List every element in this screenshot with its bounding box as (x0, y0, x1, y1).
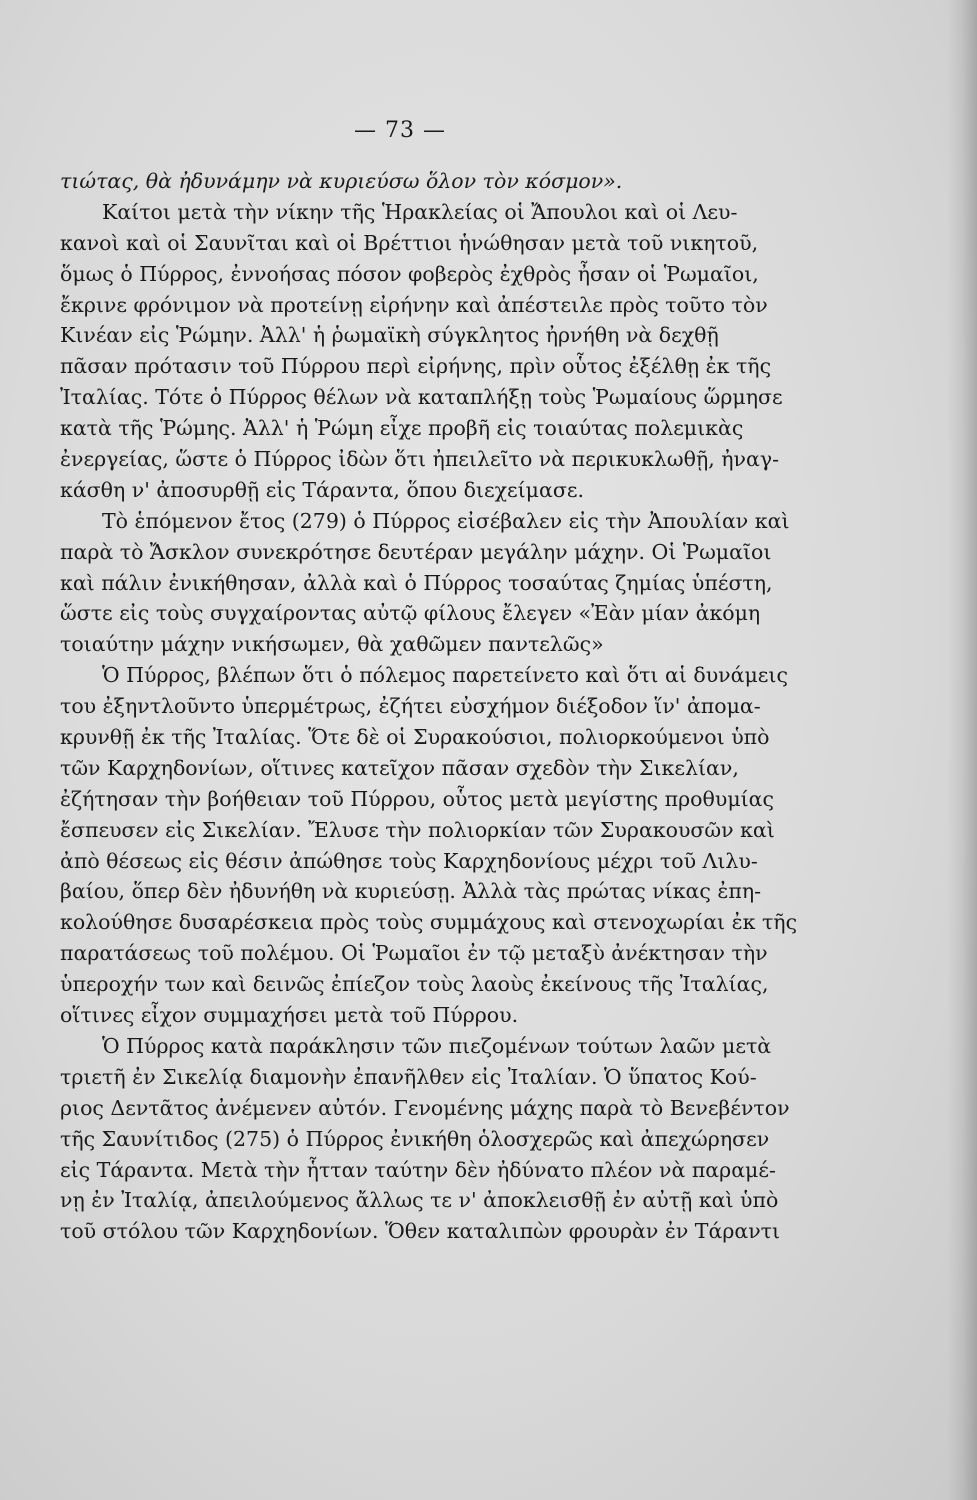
body-text (60, 166, 798, 1247)
text-line: ἀπὸ θέσεως εἰς θέσιν ἀπώθησε τοὺς Καρχηδονίους μέχρι τοῦ Λιλυ- (60, 848, 758, 873)
text-line: Ὁ Πύρρος κατὰ παράκλησιν τῶν πιεζομένων τούτων λαῶν μετὰ (102, 1033, 772, 1058)
text-line: ἔσπευσεν εἰς Σικελίαν. Ἔλυσε τὴν πολιορκίαν τῶν Συρακουσῶν καὶ (60, 817, 775, 842)
text-line: τιώτας, θὰ ἠδυνάμην νὰ κυριεύσω ὅλον τὸν κόσμον». (60, 169, 623, 193)
text-line: πᾶσαν πρότασιν τοῦ Πύρρου περὶ εἰρήνης, πρὶν οὗτος ἐξέλθῃ ἐκ τῆς (60, 354, 772, 379)
text-line: ὅμως ὁ Πύρρος, ἐννοήσας πόσον φοβερὸς ἐχθρὸς ἦσαν οἱ Ῥωμαῖοι, (60, 261, 759, 286)
text-line: ἐνεργείας, ὥστε ὁ Πύρρος ἰδὼν ὅτι ἠπειλεῖτο νὰ περικυκλωθῇ, ἠναγ- (60, 447, 780, 472)
text-line: κανοὶ καὶ οἱ Σαυνῖται καὶ οἱ Βρέττιοι ἡνώθησαν μετὰ τοῦ νικητοῦ, (60, 230, 759, 255)
text-line: οἵτινες εἶχον συμμαχήσει μετὰ τοῦ Πύρρου. (60, 1003, 519, 1028)
text-line: ὑπεροχήν των καὶ δεινῶς ἐπίεζον τοὺς λαοὺς ἐκείνους τῆς Ἰταλίας, (60, 972, 769, 997)
text-line: τοῦ στόλου τῶν Καρχηδονίων. Ὅθεν καταλιπὼν φρουρὰν ἐν Τάραντι (60, 1219, 781, 1244)
text-line: ἐζήτησαν τὴν βοήθειαν τοῦ Πύρρου, οὗτος μετὰ μεγίστης προθυμίας (60, 786, 775, 811)
text-line: Κινέαν εἰς Ῥώμην. Ἀλλ' ἡ ῥωμαϊκὴ σύγκλητος ἠρνήθη νὰ δεχθῇ (60, 323, 719, 348)
text-line: Καίτοι μετὰ τὴν νίκην τῆς Ἡρακλείας οἱ Ἄπουλοι καὶ οἱ Λευ- (102, 199, 738, 224)
text-line: Ἰταλίας. Τότε ὁ Πύρρος θέλων νὰ καταπλήξῃ τοὺς Ῥωμαίους ὥρμησε (60, 385, 783, 410)
text-line: ὥστε εἰς τοὺς συγχαίροντας αὐτῷ φίλους ἔλεγεν «Ἐὰν μίαν ἀκόμη (60, 601, 761, 626)
text-line: Ὁ Πύρρος, βλέπων ὅτι ὁ πόλεμος παρετείνετο καὶ ὅτι αἱ δυνάμεις (102, 663, 788, 688)
text-line: ἔκρινε φρόνιμον νὰ προτείνῃ εἰρήνην καὶ ἀπέστειλε πρὸς τοῦτο τὸν (60, 292, 768, 317)
text-line: εἰς Τάραντα. Μετὰ τὴν ἧτταν ταύτην δὲν ἠδύνατο πλέον νὰ παραμέ- (60, 1157, 776, 1182)
text-line: κάσθη ν' ἀποσυρθῇ εἰς Τάραντα, ὅπου διεχείμασε. (60, 477, 584, 502)
text-line: νῃ ἐν Ἰταλίᾳ, ἀπειλούμενος ἄλλως τε ν' ἀποκλεισθῇ ἐν αὐτῇ καὶ ὑπὸ (60, 1188, 779, 1213)
text-line: καὶ πάλιν ἐνικήθησαν, ἀλλὰ καὶ ὁ Πύρρος τοσαύτας ζημίας ὑπέστη, (60, 570, 773, 595)
text-line: βαίου, ὅπερ δὲν ἠδυνήθη νὰ κυριεύσῃ. Ἀλλὰ τὰς πρώτας νίκας ἐπη- (60, 879, 762, 904)
text-line: παρὰ τὸ Ἄσκλον συνεκρότησε δευτέραν μεγάλην μάχην. Οἱ Ῥωμαῖοι (60, 539, 772, 564)
text-line: τριετῆ ἐν Σικελίᾳ διαμονὴν ἐπανῆλθεν εἰς Ἰταλίαν. Ὁ ὕπατος Κού- (60, 1064, 757, 1089)
text-line: κρυνθῇ ἐκ τῆς Ἰταλίας. Ὅτε δὲ οἱ Συρακούσιοι, πολιορκούμενοι ὑπὸ (60, 725, 770, 750)
text-line: κατὰ τῆς Ῥώμης. Ἀλλ' ἡ Ῥώμη εἶχε προβῆ εἰς τοιαύτας πολεμικὰς (60, 416, 744, 441)
text-line: κολούθησε δυσαρέσκεια πρὸς τοὺς συμμάχους καὶ στενοχωρίαι ἐκ τῆς (60, 910, 798, 935)
text-line: τῶν Καρχηδονίων, οἵτινες κατεῖχον πᾶσαν σχεδὸν τὴν Σικελίαν, (60, 755, 739, 780)
text-line: τῆς Σαυνίτιδος (275) ὁ Πύρρος ἐνικήθη ὁλοσχερῶς καὶ ἀπεχώρησεν (60, 1126, 770, 1151)
page-edge-shadow (947, 0, 977, 1500)
text-line: παρατάσεως τοῦ πολέμου. Οἱ Ῥωμαῖοι ἐν τῷ μεταξὺ ἀνέκτησαν τὴν (60, 941, 768, 966)
text-line: ριος Δεντᾶτος ἀνέμενεν αὐτόν. Γενομένης μάχης παρὰ τὸ Βενεβέντον (60, 1095, 790, 1120)
text-line: τοιαύτην μάχην νικήσωμεν, θὰ χαθῶμεν παντελῶς» (60, 632, 604, 657)
page-number: — 73 — (354, 118, 446, 143)
text-line: Τὸ ἑπόμενον ἔτος (279) ὁ Πύρρος εἰσέβαλεν εἰς τὴν Ἀπουλίαν καὶ (102, 508, 790, 533)
text-line: του ἐξηντλοῦντο ὑπερμέτρως, ἐζήτει εὐσχήμον διέξοδον ἵν' ἀπομα- (60, 694, 761, 719)
